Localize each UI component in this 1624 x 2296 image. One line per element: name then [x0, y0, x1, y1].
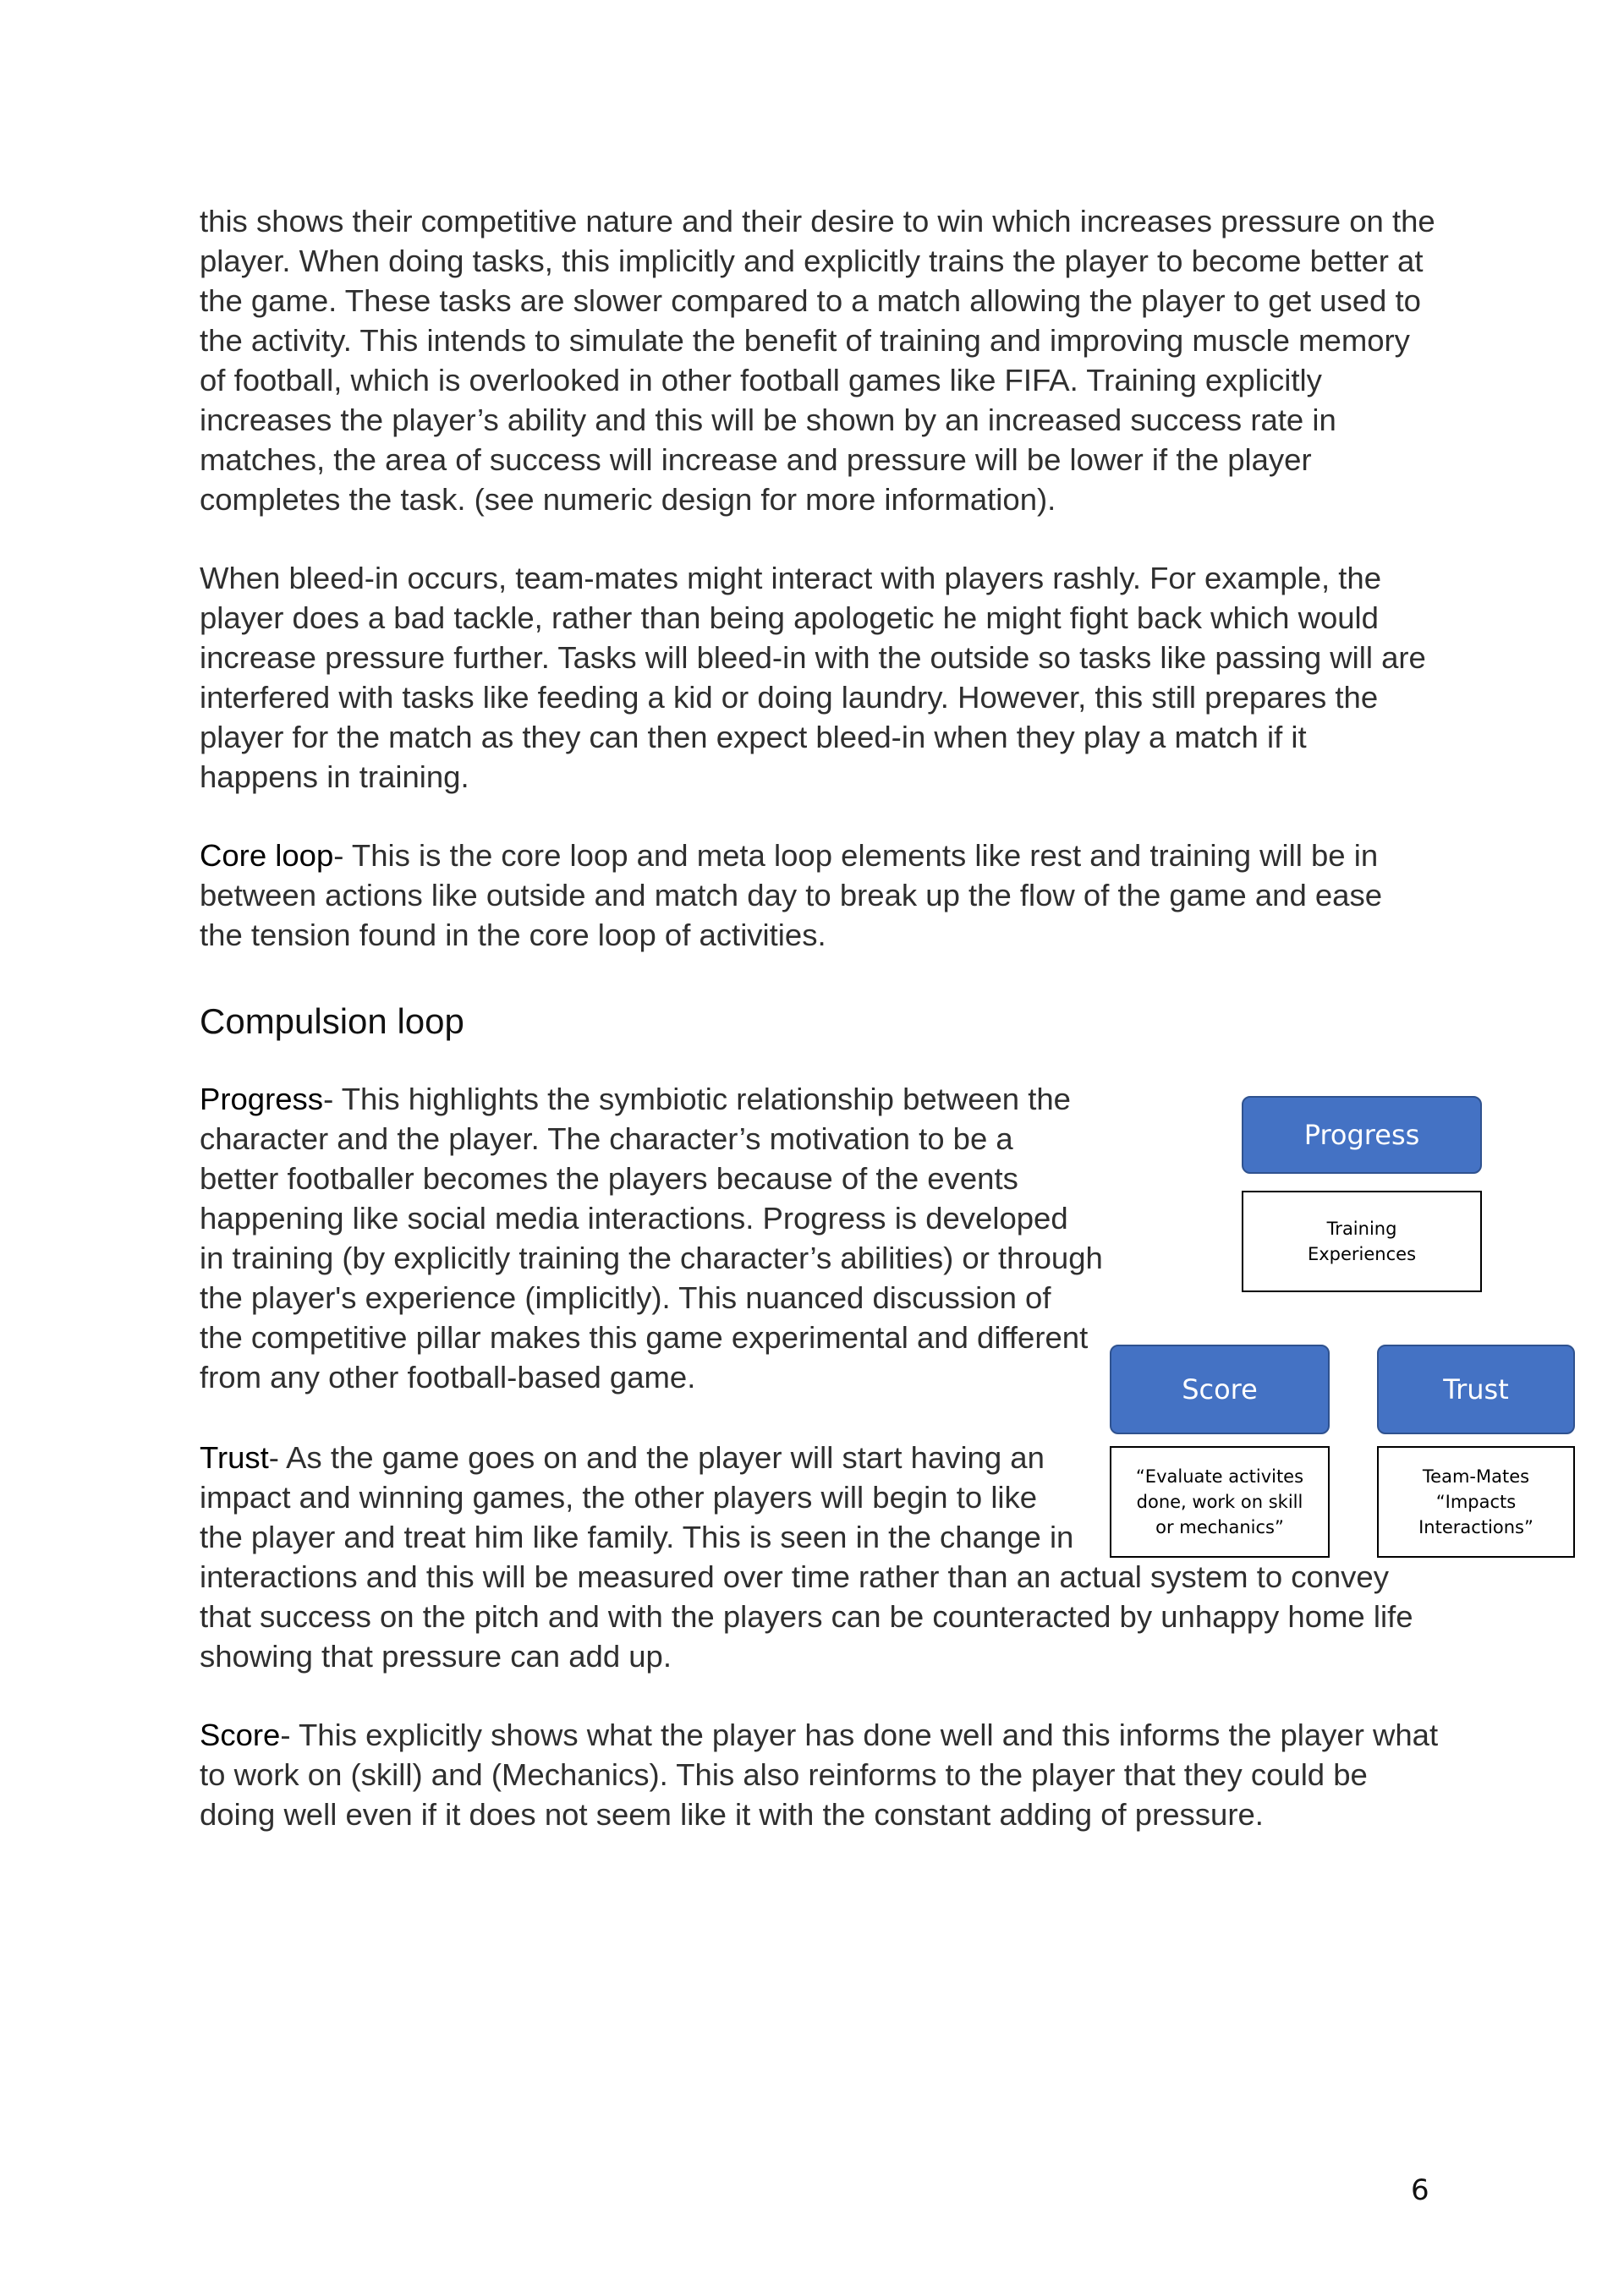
score-box	[1110, 1345, 1330, 1434]
text-line: the competitive pillar makes this game experimental and different	[200, 1320, 1089, 1355]
text-line: between actions like outside and match day to break up the flow of the game and ease	[200, 878, 1383, 912]
page-number: 6	[1411, 2173, 1429, 2207]
text-line: the activity. This intends to simulate the benefit of training and improving muscle memory	[200, 323, 1410, 358]
text-line: happening like social media interactions. Progress is developed	[200, 1201, 1068, 1236]
trust-lead: Trust	[200, 1440, 269, 1475]
text-line: in training (by explicitly training the character’s abilities) or through	[200, 1241, 1103, 1275]
trust-detail-box	[1377, 1446, 1575, 1558]
text-line: player does a bad tackle, rather than being apologetic he might fight back which would	[200, 600, 1379, 635]
text-line: the game. These tasks are slower compared to a match allowing the player to get used to	[200, 283, 1421, 318]
text-line: from any other football-based game.	[200, 1360, 696, 1395]
text-line: this shows their competitive nature and their desire to win which increases pressure on the	[200, 204, 1435, 238]
text-line: the player and treat him like family. This is seen in the change in	[200, 1520, 1074, 1554]
text-line: showing that pressure can add up.	[200, 1639, 672, 1674]
text-line	[200, 836, 1382, 875]
detail-line: Interactions”	[1418, 1517, 1533, 1537]
text-line: completes the task. (see numeric design for more information).	[200, 482, 1056, 517]
score-detail-box	[1110, 1446, 1330, 1558]
text-line: the player's experience (implicitly). This nuanced discussion of	[200, 1280, 1051, 1315]
text-line: interfered with tasks like feeding a kid or doing laundry. However, this still prepares the	[200, 680, 1379, 715]
text-line: the tension found in the core loop of activities.	[200, 918, 826, 952]
detail-line: Training	[1326, 1219, 1397, 1239]
text-fragment: - This is the core loop and meta loop elements like rest and training will be in	[333, 838, 1379, 873]
core-loop-paragraph	[200, 836, 1382, 955]
progress-detail-box	[1242, 1191, 1482, 1292]
text-line: player. When doing tasks, this implicitly and explicitly trains the player to become better at	[200, 244, 1424, 278]
text-line: of football, which is overlooked in other football games like FIFA. Training explicitly	[200, 363, 1322, 397]
text-line: better footballer becomes the players because of the events	[200, 1161, 1018, 1196]
detail-line: done, work on skill	[1136, 1492, 1303, 1512]
core-loop-lead: Core loop	[200, 838, 334, 873]
text-fragment: - This highlights the symbiotic relationship between the	[323, 1082, 1071, 1116]
progress-paragraph	[200, 1079, 1103, 1397]
text-line	[200, 1079, 1103, 1119]
score-paragraph	[200, 1715, 1438, 1834]
text-line: doing well even if it does not seem like it with the constant adding of pressure.	[200, 1797, 1264, 1832]
text-line	[200, 1715, 1438, 1755]
text-line: character and the player. The character’s motivation to be a	[200, 1121, 1013, 1156]
text-line: increase pressure further. Tasks will bleed-in with the outside so tasks like passing will are	[200, 640, 1426, 675]
score-detail-text	[1136, 1464, 1303, 1540]
text-line: that success on the pitch and with the players can be counteracted by unhappy home life	[200, 1599, 1413, 1634]
detail-line: Experiences	[1307, 1244, 1417, 1264]
bleed-in-paragraph	[200, 558, 1426, 797]
text-line: increases the player’s ability and this will be shown by an increased success rate in	[200, 403, 1336, 437]
progress-lead: Progress	[200, 1082, 324, 1116]
progress-detail-text	[1308, 1216, 1416, 1267]
score-box-title: Score	[1182, 1373, 1258, 1406]
detail-line: or mechanics”	[1155, 1517, 1284, 1537]
text-line: happens in training.	[200, 759, 469, 794]
detail-line: Team-Mates	[1422, 1466, 1530, 1487]
text-line: interactions and this will be measured over time rather than an actual system to convey	[200, 1559, 1389, 1594]
text-line: impact and winning games, the other players will begin to like	[200, 1480, 1038, 1515]
trust-detail-text	[1418, 1464, 1533, 1540]
trust-box-title: Trust	[1443, 1373, 1509, 1406]
text-fragment: - As the game goes on and the player will start having an	[268, 1440, 1045, 1475]
progress-box-title: Progress	[1303, 1119, 1420, 1151]
text-line: player for the match as they can then expect bleed-in when they play a match if it	[200, 720, 1307, 754]
progress-box	[1242, 1096, 1482, 1174]
text-line: matches, the area of success will increase and pressure will be lower if the player	[200, 442, 1312, 477]
section-heading: Compulsion loop	[200, 1001, 464, 1041]
text-line: to work on (skill) and (Mechanics). This also reinforms to the player that they could be	[200, 1757, 1368, 1792]
intro-paragraph	[200, 201, 1435, 519]
detail-line: “Impacts	[1435, 1492, 1517, 1512]
trust-box	[1377, 1345, 1575, 1434]
text-line: When bleed-in occurs, team-mates might interact with players rashly. For example, the	[200, 561, 1382, 595]
detail-line: “Evaluate activites	[1135, 1466, 1304, 1487]
score-lead: Score	[200, 1718, 281, 1752]
text-fragment: - This explicitly shows what the player has done well and this informs the player what	[280, 1718, 1439, 1752]
